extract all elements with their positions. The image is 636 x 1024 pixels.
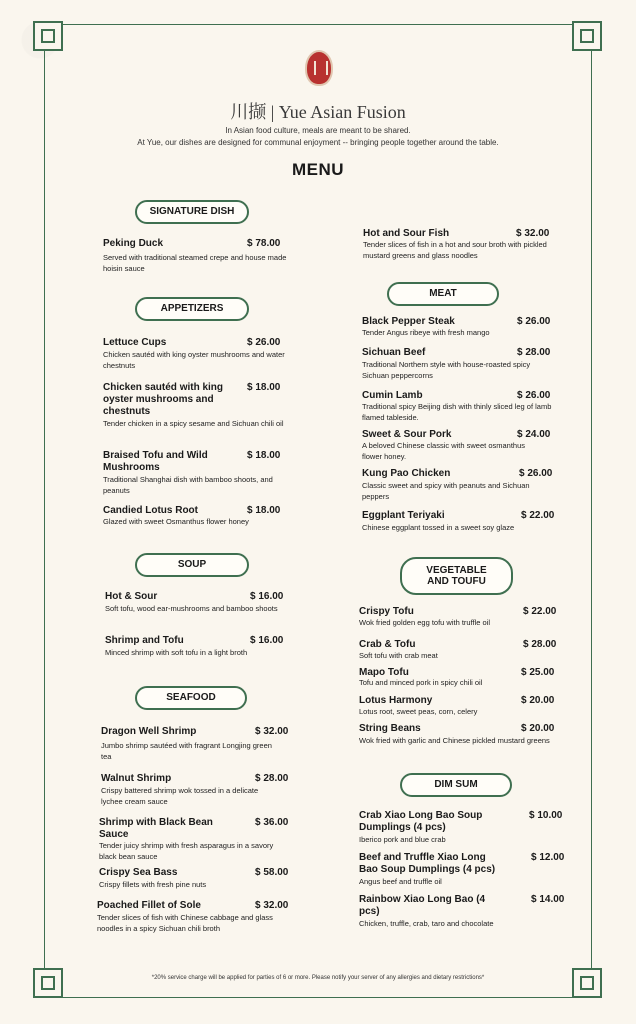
item-name: Lettuce Cups [103,337,167,348]
item-price: $ 26.00 [517,316,551,327]
section-header-seafood: SEAFOOD [135,686,247,710]
item-name: Eggplant Teriyaki [362,510,445,521]
item-name: Black Pepper Steak [362,316,455,327]
item-price: $ 26.00 [519,468,553,479]
item-price: $ 36.00 [255,817,289,828]
item-description: Soft tofu with crab meat [359,651,438,660]
item-price: $ 22.00 [521,510,555,521]
restaurant-name [0,98,636,124]
item-description: Crispy battered shrimp wok tossed in a delicate lychee cream sauce [101,786,259,806]
item-price: $ 26.00 [517,390,551,401]
section-header-meat: MEAT [387,282,499,306]
item-description: Traditional spicy Beijing dish with thinly sliced leg of lamb flamed tableside. [362,402,552,422]
item-price: $ 18.00 [247,450,281,461]
item-price: $ 28.00 [523,639,557,650]
item-price: $ 28.00 [255,773,289,784]
corner-ornament-top-left [33,21,63,51]
item-description: Tofu and minced pork in spicy chili oil [359,678,483,687]
corner-ornament-bottom-left [33,968,63,998]
corner-ornament-bottom-right [572,968,602,998]
corner-ornament-top-right [572,21,602,51]
item-name: Candied Lotus Root [103,505,198,516]
item-name: Dragon Well Shrimp [101,726,197,737]
item-price: $ 32.00 [255,726,289,737]
restaurant-logo-seal-icon [305,50,333,86]
section-header-line: AND TOUFU [427,576,486,587]
item-description: Crispy fillets with fresh pine nuts [99,880,207,889]
restaurant-english-name: Yue Asian Fusion [278,102,406,122]
item-name: String Beans [359,723,421,734]
item-description: Tender chicken in a spicy sesame and Sichuan chili oil [103,419,284,428]
item-name: Kung Pao Chicken [362,468,451,479]
item-price: $ 14.00 [531,894,565,905]
intro-line-2: At Yue, our dishes are designed for communal enjoyment -- bringing people together around the table. [137,138,499,147]
item-price: $ 12.00 [531,852,565,863]
item-name: Rainbow Xiao Long Bao (4 pcs) [359,894,486,917]
item-name: Crispy Tofu [359,606,414,617]
item-name: Hot & Sour [105,591,158,602]
menu-title: MENU [291,160,345,179]
item-name: Crab & Tofu [359,639,416,650]
item-description: Tender juicy shrimp with fresh asparagus in a savory black bean sauce [99,841,274,861]
item-description: Chinese eggplant tossed in a sweet soy glaze [362,523,515,532]
section-header-soup: SOUP [135,553,249,577]
item-name: Peking Duck [103,238,164,249]
item-price: $ 10.00 [529,810,563,821]
item-description: Traditional Shanghai dish with bamboo shoots, and peanuts [103,475,273,495]
item-description: Wok fried golden egg tofu with truffle oil [359,618,491,627]
item-price: $ 20.00 [521,723,555,734]
item-price: $ 32.00 [516,228,550,239]
item-description: Chicken sautéd with king oyster mushrooms and water chestnuts [103,350,285,370]
section-header-line: VEGETABLE [426,564,487,576]
item-description: Jumbo shrimp sautéed with fragrant Longjing green tea [101,741,272,761]
item-description: Tender slices of fish in a hot and sour broth with pickled mustard greens and glass noodles [363,240,547,260]
item-price: $ 18.00 [247,505,281,516]
item-description: Minced shrimp with soft tofu in a light broth [105,648,248,657]
brand-divider: | [270,102,279,122]
item-description: Chicken, truffle, crab, taro and chocolate [359,919,494,928]
item-description: Glazed with sweet Osmanthus flower honey [103,517,249,526]
item-name: Beef and Truffle Xiao Long Bao Soup Dumplings (4 pcs) [359,852,496,875]
item-description: Angus beef and truffle oil [359,877,442,886]
item-description: Tender slices of fish with Chinese cabbage and glass noodles in a spicy Sichuan chili broth [97,913,273,933]
item-description: A beloved Chinese classic with sweet osmanthus flower honey. [362,441,526,461]
item-description: Wok fried with garlic and Chinese pickled mustard greens [359,736,550,745]
item-name: Shrimp with Black Bean Sauce [99,817,213,840]
item-price: $ 16.00 [250,591,284,602]
item-name: Cumin Lamb [362,390,423,401]
section-header-vegetable-and-toufu [400,557,513,595]
item-name: Crispy Sea Bass [99,867,178,878]
item-price: $ 78.00 [247,238,281,249]
item-price: $ 32.00 [255,900,289,911]
item-description: Soft tofu, wood ear-mushrooms and bamboo shoots [105,604,278,613]
item-price: $ 22.00 [523,606,557,617]
item-name: Lotus Harmony [359,695,433,706]
item-price: $ 26.00 [247,337,281,348]
item-price: $ 18.00 [247,382,281,393]
item-name: Hot and Sour Fish [363,228,450,239]
item-description: Iberico pork and blue crab [359,835,446,844]
service-charge-footnote: *20% service charge will be applied for parties of 6 or more. Please notify your server of any allergies and dietary restrictions* [151,975,485,981]
item-price: $ 16.00 [250,635,284,646]
item-description: Lotus root, sweet peas, corn, celery [359,707,478,716]
item-name: Shrimp and Tofu [105,635,184,646]
item-name: Chicken sautéd with king oyster mushrooms and chestnuts [103,382,224,417]
section-header-signature-dish: SIGNATURE DISH [135,200,249,224]
intro-line-1: In Asian food culture, meals are meant to be shared. [225,126,411,135]
item-name: Crab Xiao Long Bao Soup Dumplings (4 pcs) [359,810,483,833]
item-name: Poached Fillet of Sole [97,900,201,911]
item-price: $ 20.00 [521,695,555,706]
item-description: Served with traditional steamed crepe and house made hoisin sauce [103,253,287,273]
item-name: Braised Tofu and Wild Mushrooms [103,450,208,473]
item-name: Sichuan Beef [362,347,426,358]
item-name: Walnut Shrimp [101,773,172,784]
item-description: Tender Angus ribeye with fresh mango [362,328,490,337]
item-description: Traditional Northern style with house-roasted spicy Sichuan peppercorns [362,360,531,380]
item-price: $ 58.00 [255,867,289,878]
section-header-appetizers: APPETIZERS [135,297,249,321]
restaurant-chinese-name: 川撷 [230,102,267,122]
item-name: Sweet & Sour Pork [362,429,452,440]
item-price: $ 24.00 [517,429,551,440]
item-price: $ 25.00 [521,667,555,678]
item-description: Classic sweet and spicy with peanuts and Sichuan peppers [362,481,530,501]
section-header-dim-sum: DIM SUM [400,773,512,797]
item-price: $ 28.00 [517,347,551,358]
item-name: Mapo Tofu [359,667,409,678]
